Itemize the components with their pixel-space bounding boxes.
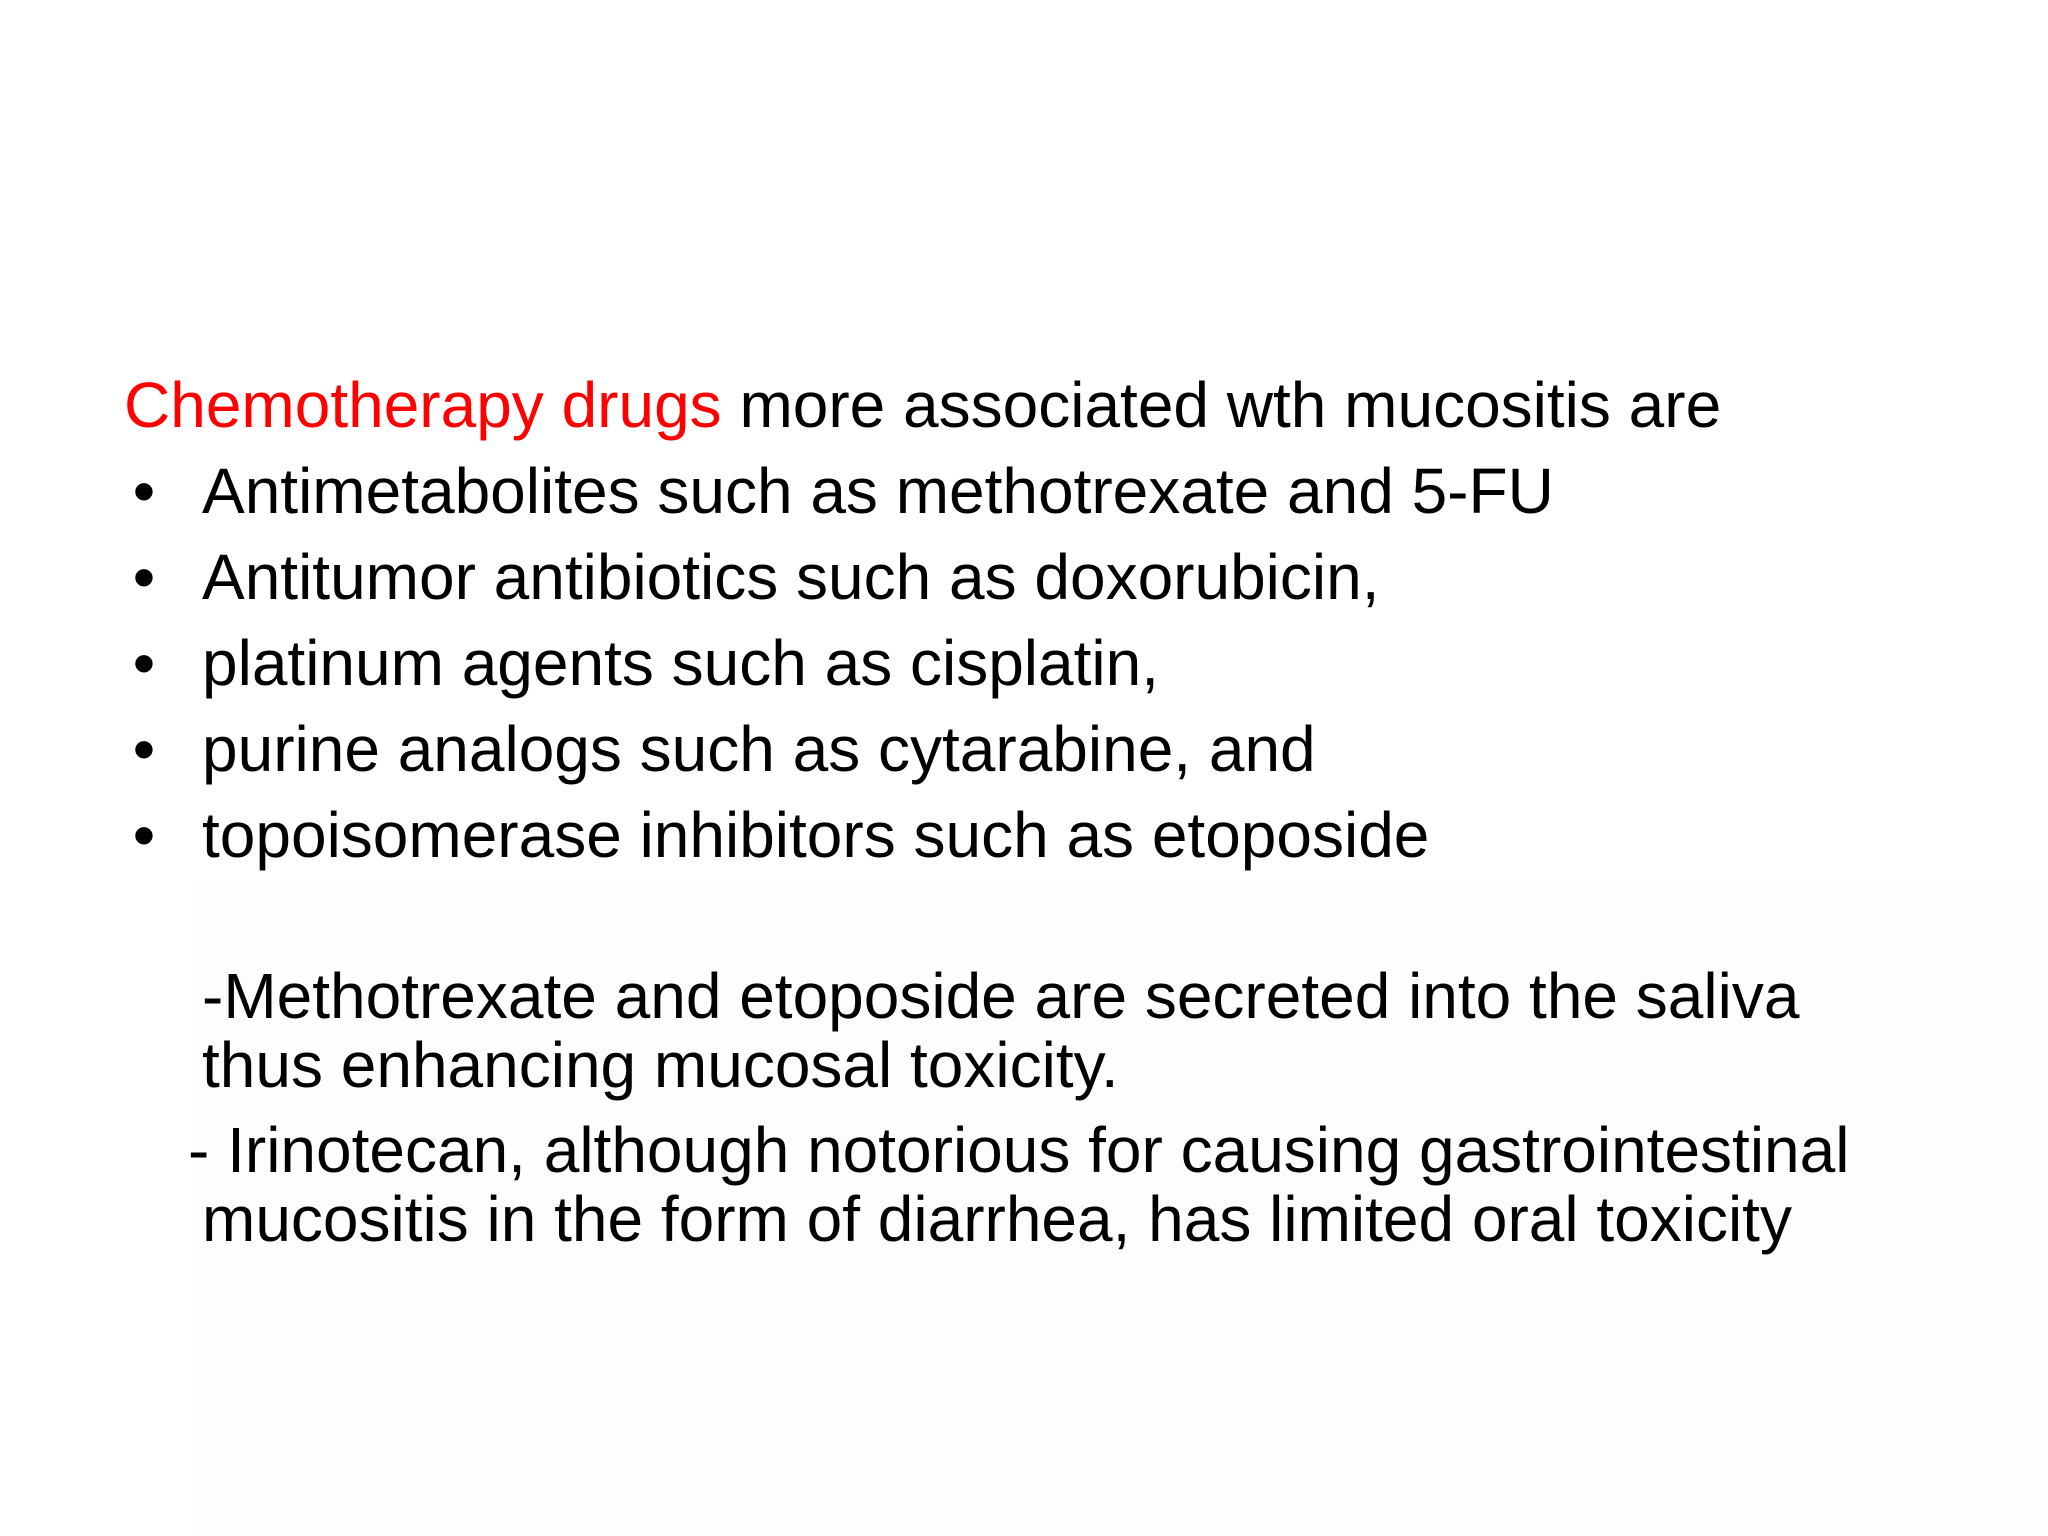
list-item — [124, 792, 1984, 878]
list-item — [124, 448, 1984, 534]
bullet-text: Antimetabolites such as methotrexate and 5-FU — [202, 455, 1554, 527]
bullet-icon: • — [132, 799, 156, 871]
note-line-2: mucositis in the form of diarrhea, has limited oral toxicity — [202, 1183, 1792, 1255]
list-item — [124, 706, 1984, 792]
bullet-text: Antitumor antibiotics such as doxorubicin, — [202, 541, 1380, 613]
bullet-icon: • — [132, 541, 156, 613]
bullet-icon: • — [132, 713, 156, 785]
list-item — [124, 620, 1984, 706]
bullet-icon: • — [132, 455, 156, 527]
intro-highlight: Chemotherapy drugs — [124, 369, 722, 441]
intro-line — [124, 362, 1984, 448]
note-methotrexate — [202, 962, 1799, 1100]
bullet-list — [124, 448, 1984, 878]
note-line-1: -Methotrexate and etoposide are secreted into the saliva — [202, 960, 1800, 1032]
bullet-icon: • — [132, 627, 156, 699]
intro-rest: more associated wth mucositis are — [721, 369, 1722, 441]
note-line-1: - Irinotecan, although notorious for causing gastrointestinal — [188, 1114, 1850, 1186]
bullet-text: topoisomerase inhibitors such as etoposide — [202, 799, 1430, 871]
note-irinotecan — [188, 1116, 1849, 1254]
list-item — [124, 534, 1984, 620]
bullet-text: platinum agents such as cisplatin, — [202, 627, 1159, 699]
slide-body — [124, 362, 1984, 878]
bullet-text: purine analogs such as cytarabine, and — [202, 713, 1316, 785]
note-line-2: thus enhancing mucosal toxicity. — [202, 1029, 1119, 1101]
